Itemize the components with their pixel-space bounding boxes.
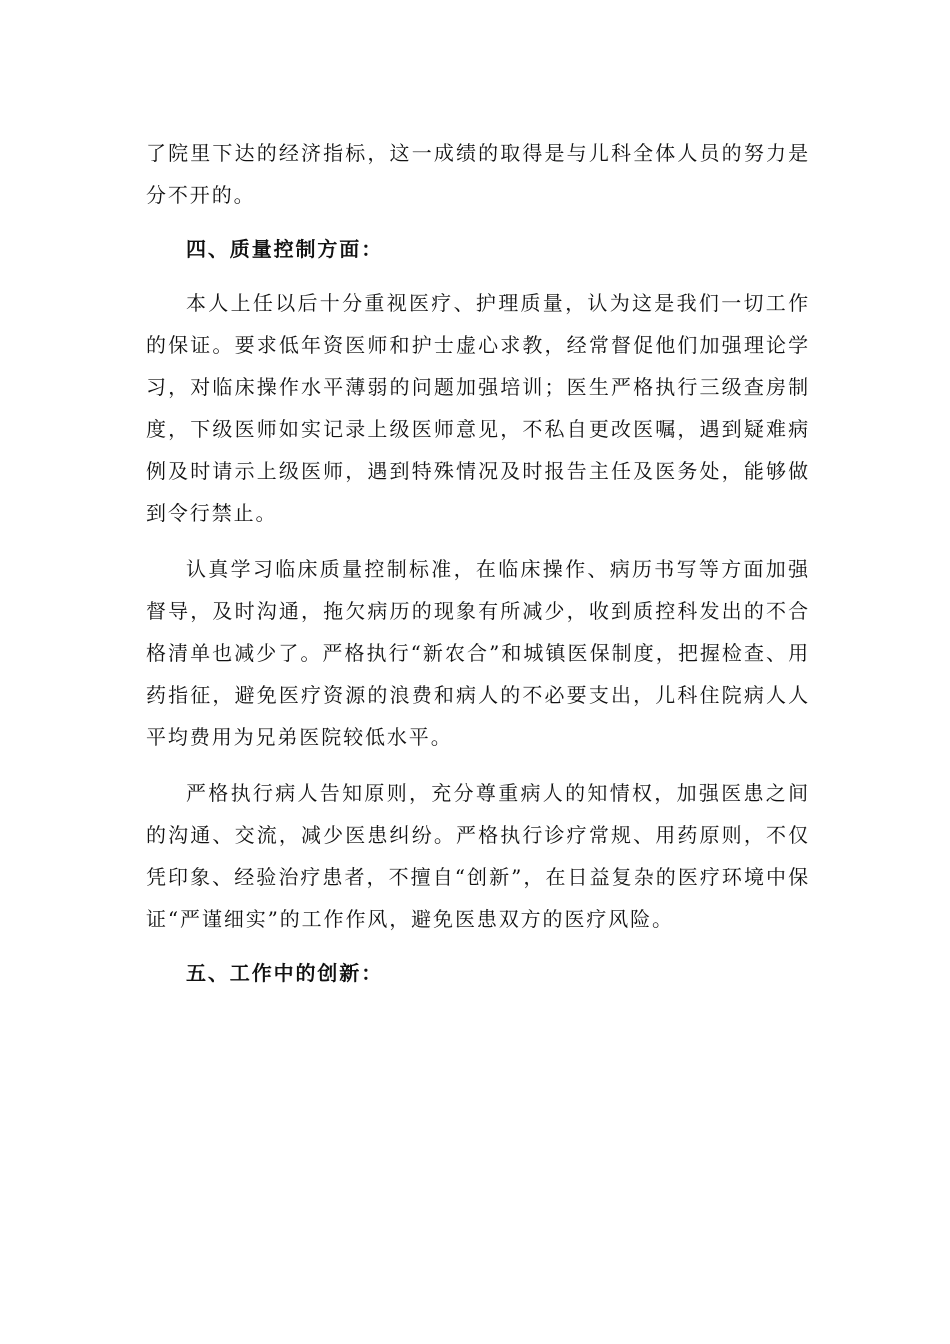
section-4-paragraph-2: 认真学习临床质量控制标准，在临床操作、病历书写等方面加强督导，及时沟通，拖欠病历的现象有所减少，收到质控科发出的不合格清单也减少了。严格执行“新农合”和城镇医保制度，把握检查、用药指征，避免医疗资源的浪费和病人的不必要支出，儿科住院病人人平均费用为兄弟医院较低水平。	[146, 557, 810, 749]
document-body	[146, 132, 810, 994]
continuation-paragraph: 了院里下达的经济指标，这一成绩的取得是与儿科全体人员的努力是分不开的。	[146, 141, 810, 207]
section-4-paragraph-3: 严格执行病人告知原则，充分尊重病人的知情权，加强医患之间的沟通、交流，减少医患纠纷。严格执行诊疗常规、用药原则，不仅凭印象、经验治疗患者，不擅自“创新”，在日益复杂的医疗环境中保证“严谨细实”的工作作风，避免医患双方的医疗风险。	[146, 781, 810, 931]
section-4-paragraph-1: 本人上任以后十分重视医疗、护理质量，认为这是我们一切工作的保证。要求低年资医师和护士虚心求教，经常督促他们加强理论学习，对临床操作水平薄弱的问题加强培训；医生严格执行三级查房制度，下级医师如实记录上级医师意见，不私自更改医嘱，遇到疑难病例及时请示上级医师，遇到特殊情况及时报告主任及医务处，能够做到令行禁止。	[146, 291, 810, 525]
section-5-heading: 五、工作中的创新：	[186, 961, 384, 985]
section-4-heading: 四、质量控制方面：	[186, 237, 384, 261]
